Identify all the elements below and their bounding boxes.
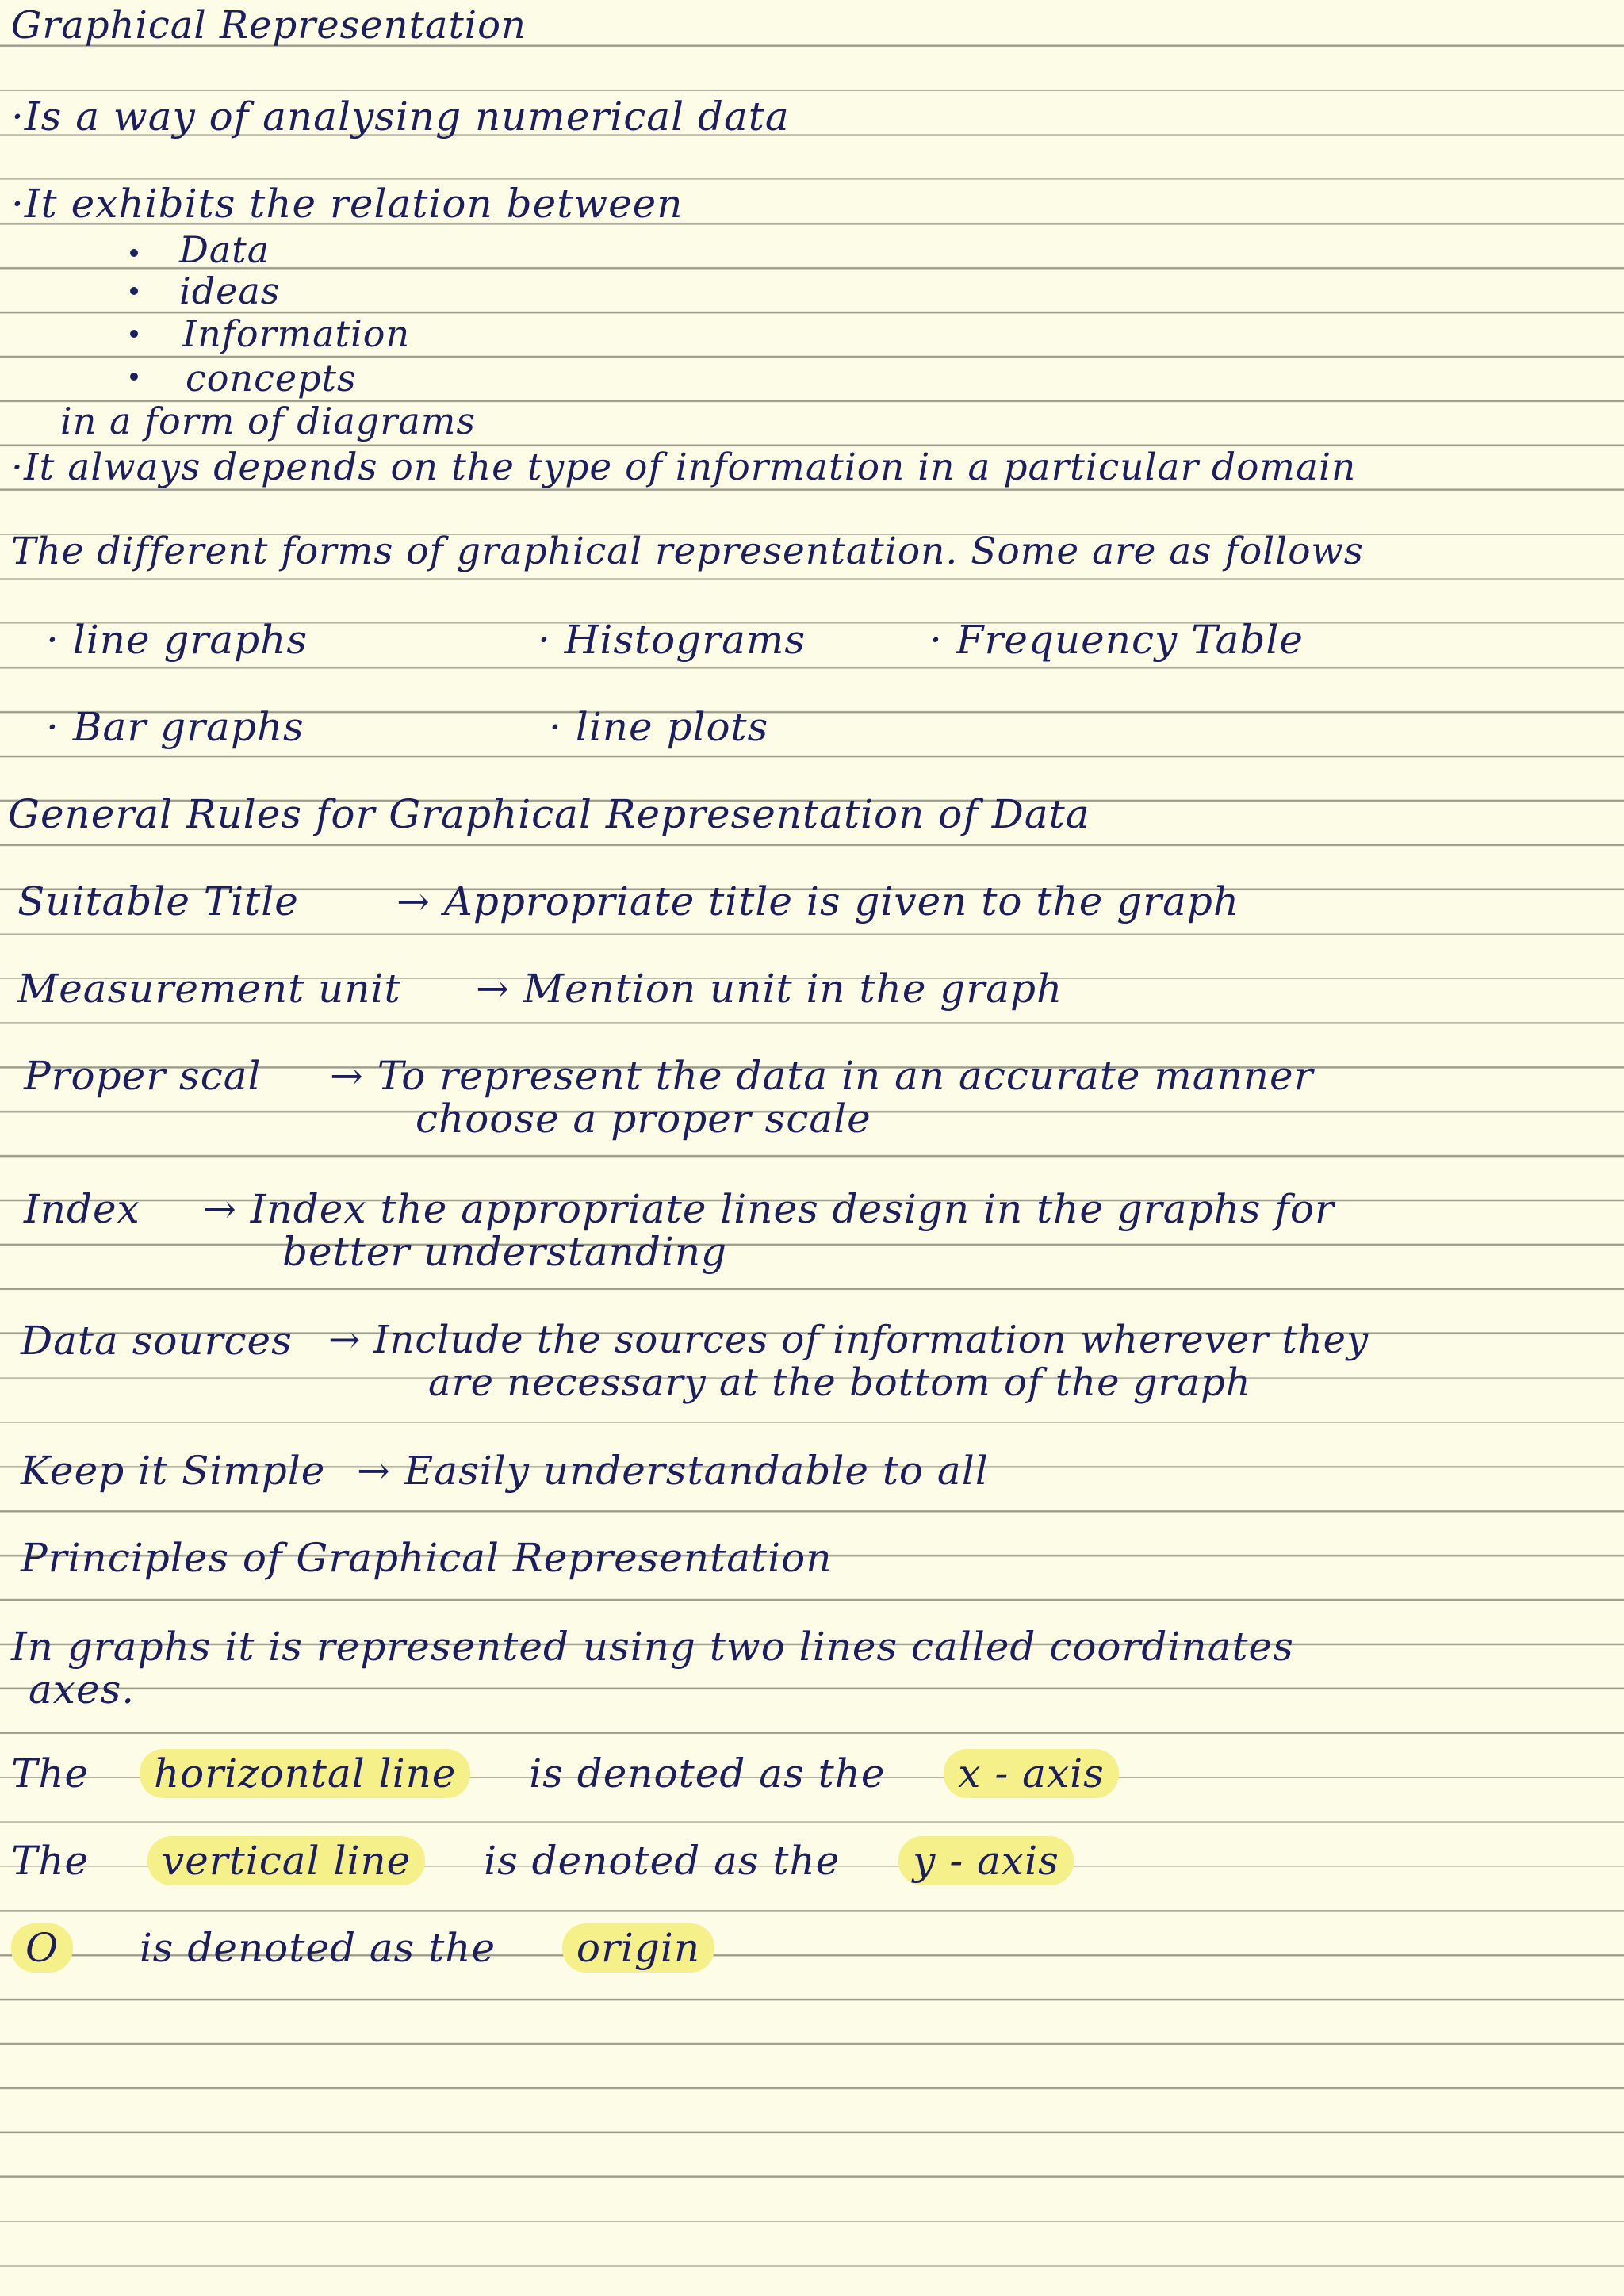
rules-heading: General Rules for Graphical Representation of Data: [8, 791, 1090, 837]
origin-highlight-label: origin: [562, 1923, 714, 1973]
rule-desc: → Mention unit in the graph: [476, 966, 1063, 1012]
origin-line: [11, 1925, 714, 1971]
rule-desc: → Index the appropriate lines design in the graphs for: [203, 1186, 1335, 1232]
form-line-plots: · line plots: [549, 704, 769, 750]
bullet-dot: [130, 287, 138, 295]
intro-line-2: ·It exhibits the relation between: [11, 181, 684, 227]
x-axis-pre: The: [11, 1751, 90, 1797]
relation-item-information: Information: [182, 312, 411, 355]
principles-heading: Principles of Graphical Representation: [21, 1535, 833, 1581]
rule-desc: → To represent the data in an accurate manner: [330, 1053, 1314, 1099]
bullet-dot: [130, 249, 138, 257]
y-axis-highlight-label: y - axis: [898, 1836, 1074, 1885]
rule-desc: → Include the sources of information wherever they: [328, 1318, 1369, 1362]
y-axis-highlight-term: vertical line: [147, 1836, 425, 1885]
forms-heading: The different forms of graphical representation. Some are as follows: [11, 530, 1364, 573]
rule-term: Keep it Simple: [21, 1448, 326, 1494]
rule-term: Measurement unit: [17, 966, 401, 1012]
form-frequency-table: · Frequency Table: [929, 617, 1304, 663]
y-axis-line: [11, 1838, 1074, 1884]
y-axis-mid: is denoted as the: [484, 1838, 841, 1884]
origin-highlight-o: O: [11, 1923, 73, 1973]
in-a-form-line: in a form of diagrams: [60, 400, 476, 442]
rule-term: Suitable Title: [17, 878, 299, 924]
rule-desc-cont: choose a proper scale: [416, 1096, 871, 1142]
origin-mid: is denoted as the: [139, 1925, 496, 1971]
bullet-dot: [130, 330, 138, 338]
rule-term: Proper scal: [24, 1053, 262, 1099]
form-histograms: · Histograms: [538, 617, 806, 663]
rule-term: Index: [24, 1186, 140, 1232]
intro-line-1: ·Is a way of analysing numerical data: [11, 94, 790, 140]
depends-line: ·It always depends on the type of information in a particular domain: [11, 446, 1357, 489]
x-axis-highlight-term: horizontal line: [140, 1749, 470, 1798]
principles-intro-line-2: axes.: [29, 1667, 136, 1712]
rule-desc: → Easily understandable to all: [357, 1448, 989, 1494]
bullet-dot: [130, 373, 138, 381]
y-axis-pre: The: [11, 1838, 90, 1884]
x-axis-mid: is denoted as the: [529, 1751, 886, 1797]
form-bar-graphs: · Bar graphs: [46, 704, 304, 750]
relation-item-ideas: ideas: [179, 270, 281, 312]
rule-desc-cont: are necessary at the bottom of the graph: [428, 1360, 1251, 1405]
page-title: Graphical Representation: [11, 3, 527, 48]
rule-term: Data sources: [21, 1318, 293, 1364]
relation-item-data: Data: [179, 228, 270, 271]
x-axis-highlight-label: x - axis: [944, 1749, 1119, 1798]
form-line-graphs: · line graphs: [46, 617, 308, 663]
relation-item-concepts: concepts: [186, 357, 357, 400]
x-axis-line: [11, 1751, 1119, 1797]
rule-desc-cont: better understanding: [282, 1229, 728, 1275]
principles-intro-line-1: In graphs it is represented using two lines called coordinates: [11, 1624, 1294, 1670]
rule-desc: → Appropriate title is given to the graph: [396, 878, 1240, 924]
